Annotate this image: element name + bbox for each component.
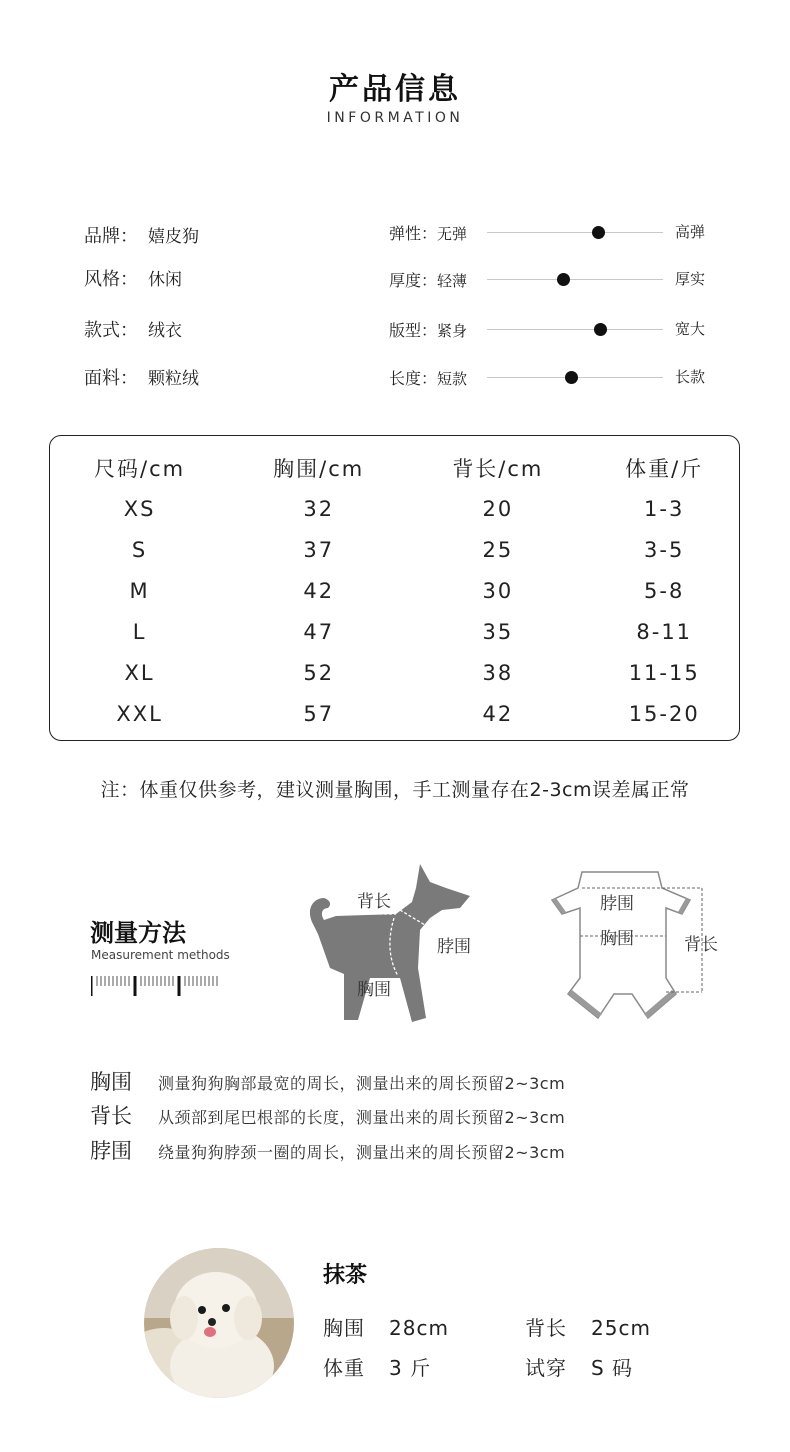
definition-term: 胸围 [90, 1070, 132, 1094]
attribute-brand [84, 222, 199, 248]
table-row [50, 570, 741, 611]
table-cell: 37 [303, 537, 335, 562]
scale-high-label: 宽大 [675, 320, 706, 338]
dog-neck-label: 脖围 [437, 937, 471, 957]
table-cell: 47 [303, 619, 335, 644]
model-stat-label: 试穿 [525, 1356, 567, 1380]
model-stat-value: S 码 [591, 1356, 634, 1380]
scale-track [487, 279, 663, 280]
table-cell: XS [123, 496, 156, 521]
table-cell: 15-20 [628, 701, 700, 726]
scale-high-label: 厚实 [675, 270, 706, 288]
scale-high-label: 高弹 [675, 223, 706, 241]
definition-text: 从颈部到尾巴根部的长度，测量出来的周长预留2~3cm [158, 1108, 566, 1127]
scale-marker [565, 371, 578, 384]
table-header-row [50, 447, 741, 488]
attribute-value: 休闲 [148, 270, 182, 290]
table-row [50, 488, 741, 529]
ruler-icon [91, 970, 221, 998]
attribute-label: 风格： [84, 269, 138, 290]
dog-chest-label: 胸围 [357, 980, 391, 1000]
page-title: 产品信息 [329, 72, 461, 107]
model-stat-value: 25cm [591, 1316, 651, 1340]
attribute-value: 颗粒绒 [148, 369, 199, 389]
model-stat-value: 3 斤 [389, 1356, 432, 1380]
scale-marker [594, 323, 607, 336]
attribute-label: 款式： [84, 320, 138, 341]
garment-back-label: 背长 [684, 935, 718, 955]
definition-term: 背长 [90, 1104, 132, 1128]
table-cell: 25 [482, 537, 514, 562]
model-weight [323, 1352, 431, 1381]
attribute-style [84, 265, 182, 291]
model-stat-value: 28cm [389, 1316, 449, 1340]
table-cell: L [132, 619, 147, 644]
size-table [49, 435, 740, 741]
model-chest [323, 1312, 449, 1341]
scale-track [487, 232, 663, 233]
table-header-cell: 胸围/cm [273, 456, 365, 481]
scale-thickness [389, 268, 719, 292]
table-cell: 35 [482, 619, 514, 644]
measurement-title: 测量方法 [90, 919, 186, 947]
definition-chest [90, 1066, 565, 1096]
definition-term: 脖围 [90, 1139, 132, 1163]
table-cell: 3-5 [644, 537, 685, 562]
model-trial-size [525, 1352, 633, 1381]
table-row [50, 693, 741, 734]
table-cell: 20 [482, 496, 514, 521]
attribute-label: 品牌： [84, 226, 138, 247]
scale-low-label: 轻薄 [437, 272, 468, 290]
table-header-cell: 背长/cm [452, 456, 544, 481]
scale-low-label: 无弹 [437, 225, 468, 243]
table-cell: M [129, 578, 150, 603]
scale-elasticity [389, 221, 719, 245]
measurement-subtitle: Measurement methods [91, 948, 230, 962]
table-cell: 42 [303, 578, 335, 603]
model-stat-label: 背长 [525, 1316, 567, 1340]
scale-marker [557, 273, 570, 286]
scale-high-label: 长款 [675, 368, 706, 386]
table-row [50, 611, 741, 652]
definition-back [90, 1100, 565, 1130]
attribute-label: 面料： [84, 368, 138, 389]
attribute-type [84, 316, 182, 342]
definition-neck [90, 1135, 565, 1165]
garment-chest-label: 胸围 [600, 929, 634, 949]
scale-label: 厚度： [389, 271, 438, 290]
scale-fit [389, 318, 719, 342]
model-stat-label: 胸围 [323, 1316, 365, 1340]
table-cell: 5-8 [644, 578, 685, 603]
scale-length [389, 366, 719, 390]
garment-neck-label: 脖围 [600, 894, 634, 914]
dog-back-label: 背长 [357, 892, 391, 912]
scale-low-label: 短款 [437, 370, 468, 388]
table-cell: XL [124, 660, 155, 685]
table-cell: 42 [482, 701, 514, 726]
model-dog-photo [144, 1248, 294, 1398]
table-cell: 1-3 [644, 496, 685, 521]
scale-track [487, 329, 663, 330]
attribute-value: 绒衣 [148, 321, 182, 341]
model-back [525, 1312, 651, 1341]
definition-text: 测量狗狗胸部最宽的周长，测量出来的周长预留2~3cm [158, 1074, 566, 1093]
size-note: 注：体重仅供参考，建议测量胸围，手工测量存在2-3cm误差属正常 [100, 779, 690, 801]
table-cell: 32 [303, 496, 335, 521]
table-cell: 38 [482, 660, 514, 685]
attribute-fabric [84, 364, 199, 390]
table-cell: 8-11 [636, 619, 693, 644]
scale-marker [592, 226, 605, 239]
attribute-value: 嬉皮狗 [148, 227, 199, 247]
model-stat-label: 体重 [323, 1356, 365, 1380]
scale-low-label: 紧身 [437, 322, 468, 340]
table-cell: S [131, 537, 148, 562]
table-cell: 57 [303, 701, 335, 726]
scale-label: 弹性： [389, 224, 438, 243]
table-cell: 11-15 [628, 660, 700, 685]
scale-label: 版型： [389, 321, 438, 340]
table-header-cell: 体重/斤 [625, 456, 704, 481]
scale-label: 长度： [389, 369, 438, 388]
table-cell: 30 [482, 578, 514, 603]
table-row [50, 652, 741, 693]
table-cell: XXL [116, 701, 163, 726]
table-cell: 52 [303, 660, 335, 685]
definition-text: 绕量狗狗脖颈一圈的周长，测量出来的周长预留2~3cm [158, 1143, 566, 1162]
table-header-cell: 尺码/cm [94, 456, 186, 481]
table-row [50, 529, 741, 570]
model-name: 抹茶 [323, 1263, 368, 1288]
page-subtitle: INFORMATION [326, 110, 464, 126]
